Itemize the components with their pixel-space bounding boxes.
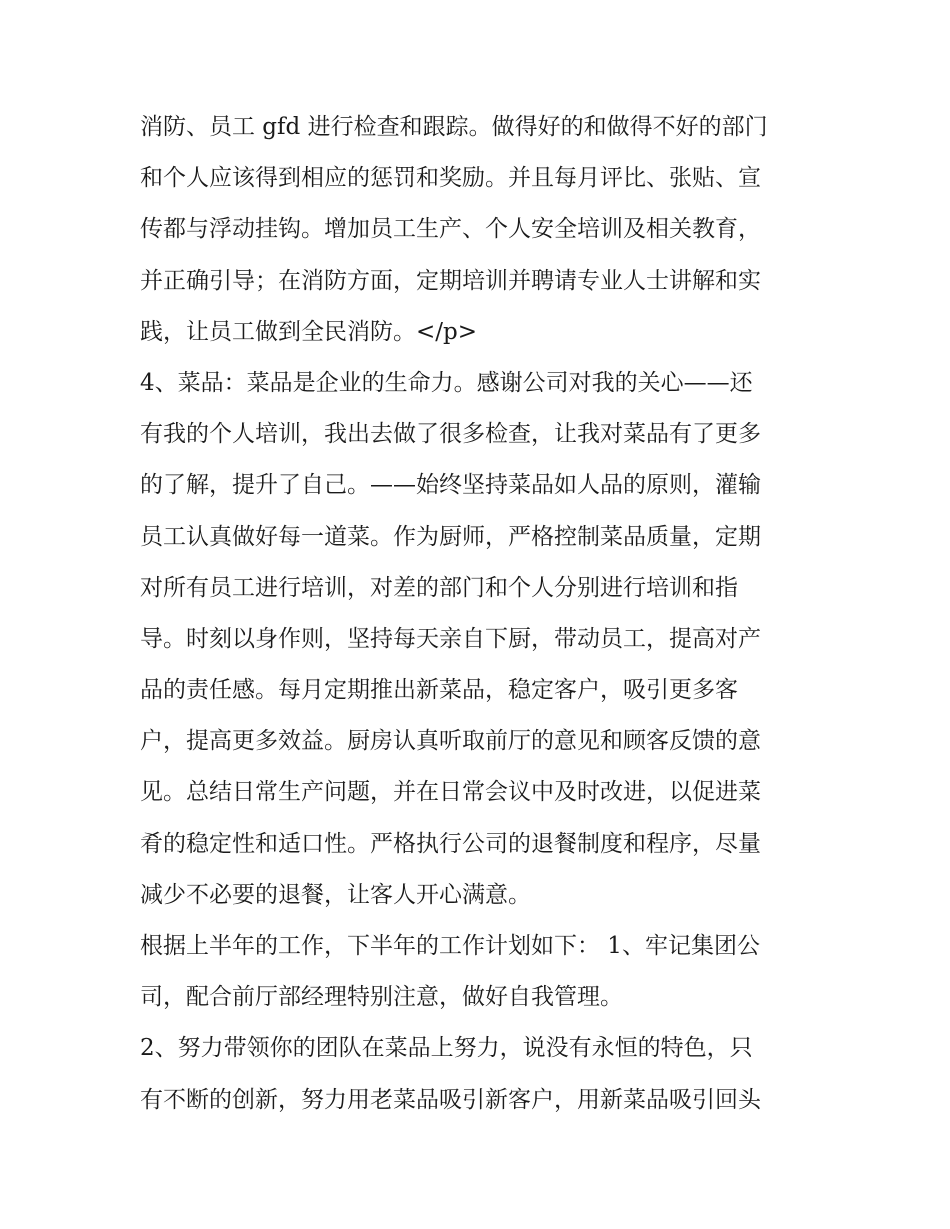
body-text — [140, 102, 820, 1126]
text-line: 4、菜品：菜品是企业的生命力。感谢公司对我的关心——还 — [140, 369, 753, 396]
text-line: 导。时刻以身作则，坚持每天亲自下厨，带动员工，提高对产 — [140, 625, 761, 652]
text-line: 并正确引导；在消防方面，定期培训并聘请专业人士讲解和实 — [140, 267, 761, 294]
text-line: 户，提高更多效益。厨房认真听取前厅的意见和顾客反馈的意 — [140, 728, 761, 755]
text-line: 2、努力带领你的团队在菜品上努力，说没有永恒的特色，只 — [140, 1035, 753, 1062]
text-line: 和个人应该得到相应的惩罚和奖励。并且每月评比、张贴、宣 — [140, 165, 761, 192]
text-line: 有不断的创新，努力用老菜品吸引新客户，用新菜品吸引回头 — [140, 1086, 761, 1113]
text-line: 的了解，提升了自己。——始终坚持菜品如人品的原则，灌输 — [140, 472, 761, 499]
text-line: 减少不必要的退餐，让客人开心满意。 — [140, 881, 531, 908]
text-line: 消防、员工 gfd 进行检查和跟踪。做得好的和做得不好的部门 — [140, 114, 768, 140]
text-line: 根据上半年的工作，下半年的工作计划如下： 1、牢记集团公 — [140, 933, 760, 959]
text-line: 员工认真做好每一道菜。作为厨师，严格控制菜品质量，定期 — [140, 523, 761, 550]
text-line: 司，配合前厅部经理特别注意，做好自我管理。 — [140, 984, 623, 1011]
text-line: 有我的个人培训，我出去做了很多检查，让我对菜品有了更多 — [140, 421, 761, 448]
text-line: 品的责任感。每月定期推出新菜品，稳定客户，吸引更多客 — [140, 677, 738, 704]
text-line: 对所有员工进行培训，对差的部门和个人分别进行培训和指 — [140, 574, 738, 601]
text-line: 肴的稳定性和适口性。严格执行公司的退餐制度和程序，尽量 — [140, 830, 761, 857]
text-line: 践，让员工做到全民消防。</p> — [140, 318, 478, 345]
text-line: 传都与浮动挂钩。增加员工生产、个人安全培训及相关教育， — [140, 216, 761, 243]
text-line: 见。总结日常生产问题，并在日常会议中及时改进，以促进菜 — [140, 779, 761, 806]
